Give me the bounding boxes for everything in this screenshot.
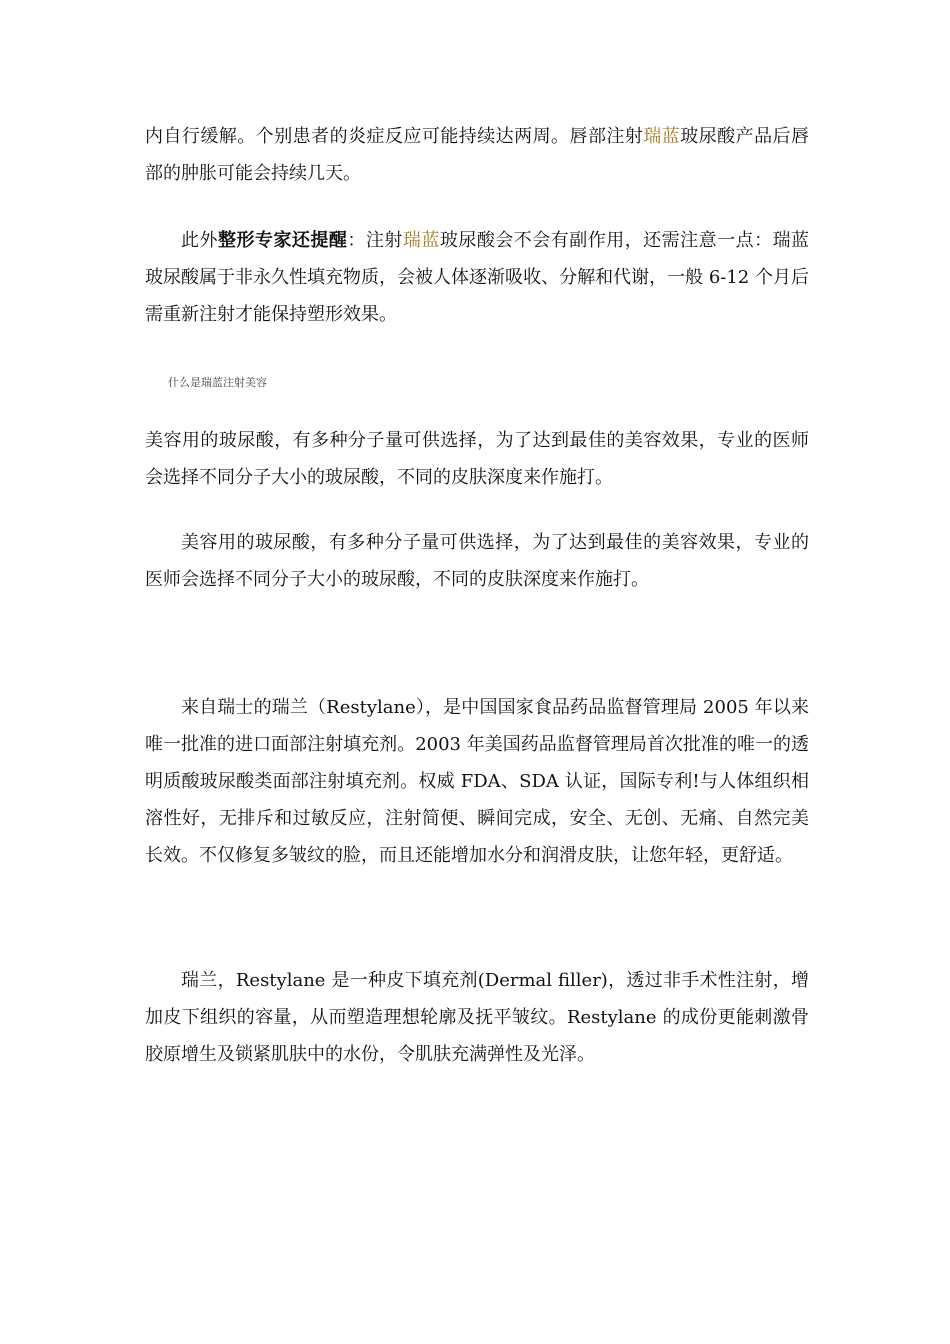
paragraph-restylane-filler: 瑞兰，Restylane 是一种皮下填充剂(Dermal filler)，透过非手术性注射，增加皮下组织的容量，从而塑造理想轮廓及抚平皱纹。Restylane 的成份更能刺激骨胶原增生及锁紧肌肤中的水份，令肌肤充满弹性及光泽。 [145, 970, 809, 1065]
bold-phrase: 整形专家还提醒 [217, 230, 348, 251]
image-caption: 什么是瑞蓝注射美容 [168, 376, 267, 389]
text-segment: 此外 [181, 230, 218, 251]
text-segment: 内自行缓解。个别患者的炎症反应可能持续达两周。唇部注射 [145, 126, 644, 147]
text-segment: ：注射 [347, 230, 403, 251]
paragraph-lip-swelling [145, 118, 809, 192]
paragraph-hyaluronic-intro: 美容用的玻尿酸，有多种分子量可供选择，为了达到最佳的美容效果，专业的医师会选择不同分子大小的玻尿酸，不同的皮肤深度来作施打。 [145, 430, 809, 488]
text-segment: 玻尿酸会不会有副作用，还需注意一点：瑞蓝玻尿酸属于非永久性填充物质，会被人体逐渐吸收、分解和代谢，一般 6-12 个月后需重新注射才能保持塑形效果。 [145, 230, 810, 325]
text-segment: 玻尿酸产品后唇部的肿胀可能会持续几天。 [145, 126, 810, 184]
paragraph-restylane-origin: 来自瑞士的瑞兰（Restylane），是中国国家食品药品监督管理局 2005 年以来唯一批准的进口面部注射填充剂。2003 年美国药品监督管理局首次批准的唯一的透明质酸玻尿酸类面部注射填充剂。权威 FDA、SDA 认证，国际专利!与人体组织相溶性好，无排斥和过敏反应，注射简便、瞬间完成，安全、无创、无痛、自然完美长效。不仅修复多皱纹的脸，而且还能增加水分和润滑皮肤，让您年轻，更舒适。 [145, 697, 809, 866]
highlight-link-restylane[interactable]: 瑞蓝 [643, 126, 681, 147]
paragraph-hyaluronic-repeat: 美容用的玻尿酸，有多种分子量可供选择，为了达到最佳的美容效果，专业的医师会选择不同分子大小的玻尿酸，不同的皮肤深度来作施打。 [145, 532, 809, 590]
highlight-link-restylane[interactable]: 瑞蓝 [402, 230, 440, 251]
paragraph-expert-reminder [145, 222, 809, 333]
